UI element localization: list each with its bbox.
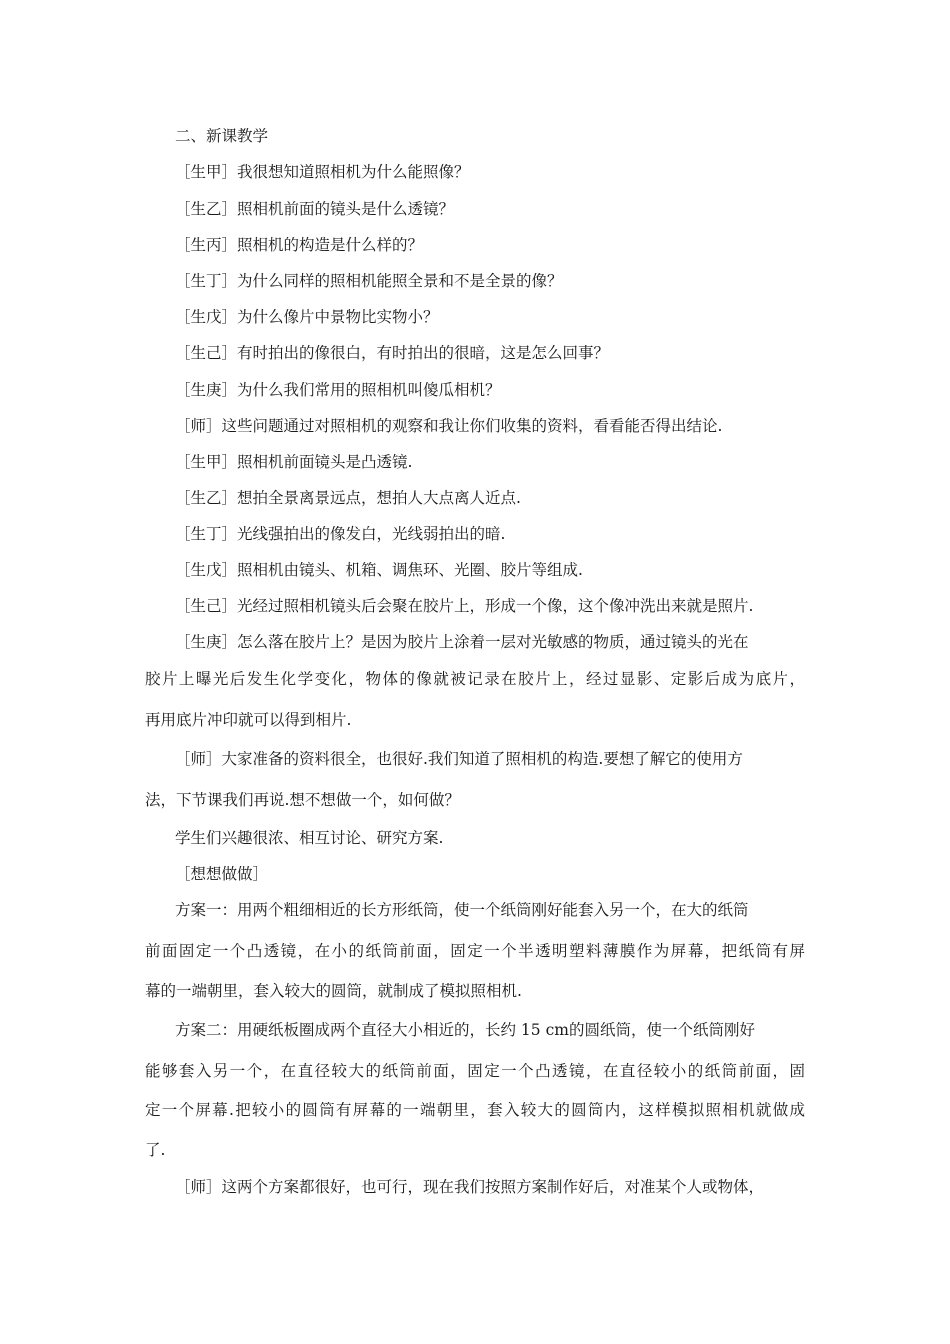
- dialogue-line: ［生庚］怎么落在胶片上？是因为胶片上涂着一层对光敏感的物质，通过镜头的光在: [175, 633, 749, 651]
- paragraph-line: 再用底片冲印就可以得到相片.: [145, 711, 352, 729]
- paragraph-line: 胶片上曝光后发生化学变化，物体的像就被记录在胶片上，经过显影、定影后成为底片，: [145, 670, 805, 688]
- subsection-heading: ［想想做做］: [175, 865, 269, 883]
- dialogue-line: ［生丙］照相机的构造是什么样的？: [175, 236, 424, 254]
- dialogue-line: ［生戊］为什么像片中景物比实物小？: [175, 308, 439, 326]
- paragraph-line: 能够套入另一个，在直径较大的纸筒前面，固定一个凸透镜，在直径较小的纸筒前面，固: [145, 1062, 805, 1080]
- dialogue-line: ［生甲］我很想知道照相机为什么能照像？: [175, 163, 470, 181]
- dialogue-line: ［生甲］照相机前面镜头是凸透镜.: [175, 453, 413, 471]
- dialogue-line: ［生乙］照相机前面的镜头是什么透镜？: [175, 200, 455, 218]
- dialogue-line: ［生己］光经过照相机镜头后会聚在胶片上，形成一个像，这个像冲洗出来就是照片.: [175, 597, 754, 615]
- paragraph-line: 方案二：用硬纸板圈成两个直径大小相近的，长约 15 cm的圆纸筒，使一个纸筒刚好: [175, 1021, 755, 1039]
- section-heading: 二、新课教学: [175, 127, 269, 145]
- paragraph-line: 前面固定一个凸透镜，在小的纸筒前面，固定一个半透明塑料薄膜作为屏幕，把纸筒有屏: [145, 942, 805, 960]
- dialogue-line: ［生乙］想拍全景离景远点，想拍人大点离人近点.: [175, 489, 521, 507]
- paragraph-line: 幕的一端朝里，套入较大的圆筒，就制成了模拟照相机.: [145, 982, 522, 1000]
- dialogue-line: ［师］这些问题通过对照相机的观察和我让你们收集的资料，看看能否得出结论.: [175, 417, 723, 435]
- dialogue-line: ［师］这两个方案都很好，也可行，现在我们按照方案制作好后，对准某个人或物体，: [175, 1178, 765, 1196]
- paragraph-line: 法，下节课我们再说.想不想做一个，如何做？: [145, 791, 460, 809]
- paragraph-line: 方案一：用两个粗细相近的长方形纸筒，使一个纸筒刚好能套入另一个，在大的纸筒: [175, 901, 749, 919]
- dialogue-line: ［生丁］光线强拍出的像发白，光线弱拍出的暗.: [175, 525, 506, 543]
- paragraph-line: 定一个屏幕.把较小的圆筒有屏幕的一端朝里，套入较大的圆筒内，这样模拟照相机就做成: [145, 1101, 805, 1119]
- dialogue-line: ［生丁］为什么同样的照相机能照全景和不是全景的像？: [175, 272, 563, 290]
- paragraph-line: 了.: [145, 1141, 166, 1159]
- dialogue-line: ［生庚］为什么我们常用的照相机叫傻瓜相机？: [175, 381, 501, 399]
- dialogue-line: ［生己］有时拍出的像很白，有时拍出的很暗，这是怎么回事？: [175, 344, 610, 362]
- dialogue-line: ［师］大家准备的资料很全，也很好.我们知道了照相机的构造.要想了解它的使用方: [175, 750, 743, 768]
- paragraph-line: 学生们兴趣很浓、相互讨论、研究方案.: [175, 829, 444, 847]
- dialogue-line: ［生戊］照相机由镜头、机箱、调焦环、光圈、胶片等组成.: [175, 561, 583, 579]
